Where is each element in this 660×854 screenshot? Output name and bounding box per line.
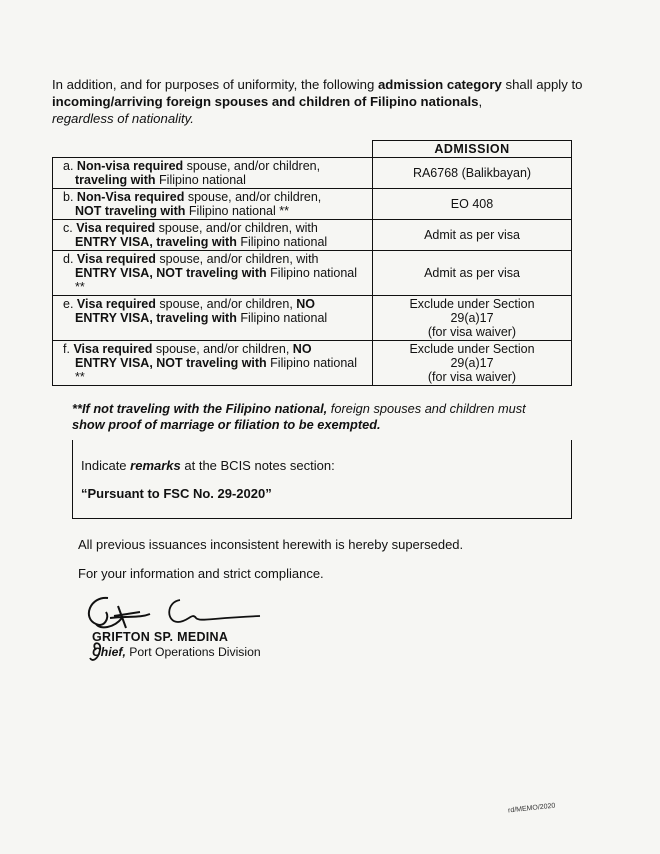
- signatory-title: Chief, Port Operations Division: [92, 645, 261, 659]
- admission-cell: Exclude under Section 29(a)17 (for visa waiver): [373, 341, 572, 386]
- table-row: c. Visa required spouse, and/or children, with ENTRY VISA, traveling with Filipino national Admit as per visa: [53, 220, 572, 251]
- admission-cell: EO 408: [373, 189, 572, 220]
- pursuant-text: “Pursuant to FSC No. 29-2020”: [81, 486, 272, 501]
- intro-text: ,: [478, 94, 483, 109]
- superseded-paragraph: All previous issuances inconsistent herewith is hereby superseded.: [78, 537, 464, 552]
- admission-header: ADMISSION: [373, 141, 572, 158]
- admission-cell: RA6768 (Balikbayan): [373, 158, 572, 189]
- signatory-name: GRIFTON SP. MEDINA: [92, 630, 229, 644]
- table-row: d. Visa required spouse, and/or children, with ENTRY VISA, NOT traveling with Filipino national ** Admit as per visa: [53, 251, 572, 296]
- intro-text: shall apply to: [501, 77, 583, 92]
- table-row: f. Visa required spouse, and/or children, NO ENTRY VISA, NOT traveling with Filipino national ** Exclude under Section 29(a)17 (for visa waiver): [53, 341, 572, 386]
- admission-cell: Admit as per visa: [373, 220, 572, 251]
- table-footnote: **If not traveling with the Filipino national, foreign spouses and children must show proof of marriage or filiation to be exempted.: [72, 401, 526, 432]
- table-row: b. Non-Visa required spouse, and/or children, NOT traveling with Filipino national ** EO 408: [53, 189, 572, 220]
- intro-paragraph: [52, 76, 612, 127]
- intro-italic: regardless of nationality.: [52, 111, 194, 126]
- compliance-paragraph: For your information and strict compliance.: [78, 566, 324, 581]
- table-row: e. Visa required spouse, and/or children, NO ENTRY VISA, traveling with Filipino national Exclude under Section 29(a)17 (for visa waiver): [53, 296, 572, 341]
- footer-reference: rd/MEMO/2020: [507, 802, 556, 815]
- admission-cell: Admit as per visa: [373, 251, 572, 296]
- remarks-box: [72, 440, 572, 519]
- intro-bold-spouses: incoming/arriving foreign spouses and children of Filipino nationals: [52, 94, 479, 109]
- remarks-instruction: Indicate remarks at the BCIS notes section:: [81, 458, 335, 473]
- table-row: a. Non-visa required spouse, and/or children, traveling with Filipino national RA6768 (Balikbayan): [53, 158, 572, 189]
- intro-bold-admission: admission category: [377, 77, 502, 92]
- intro-text: In addition, and for purposes of uniformity, the following: [52, 77, 378, 92]
- admission-table: [52, 140, 572, 386]
- admission-cell: Exclude under Section 29(a)17 (for visa waiver): [373, 296, 572, 341]
- header-blank: [53, 141, 373, 158]
